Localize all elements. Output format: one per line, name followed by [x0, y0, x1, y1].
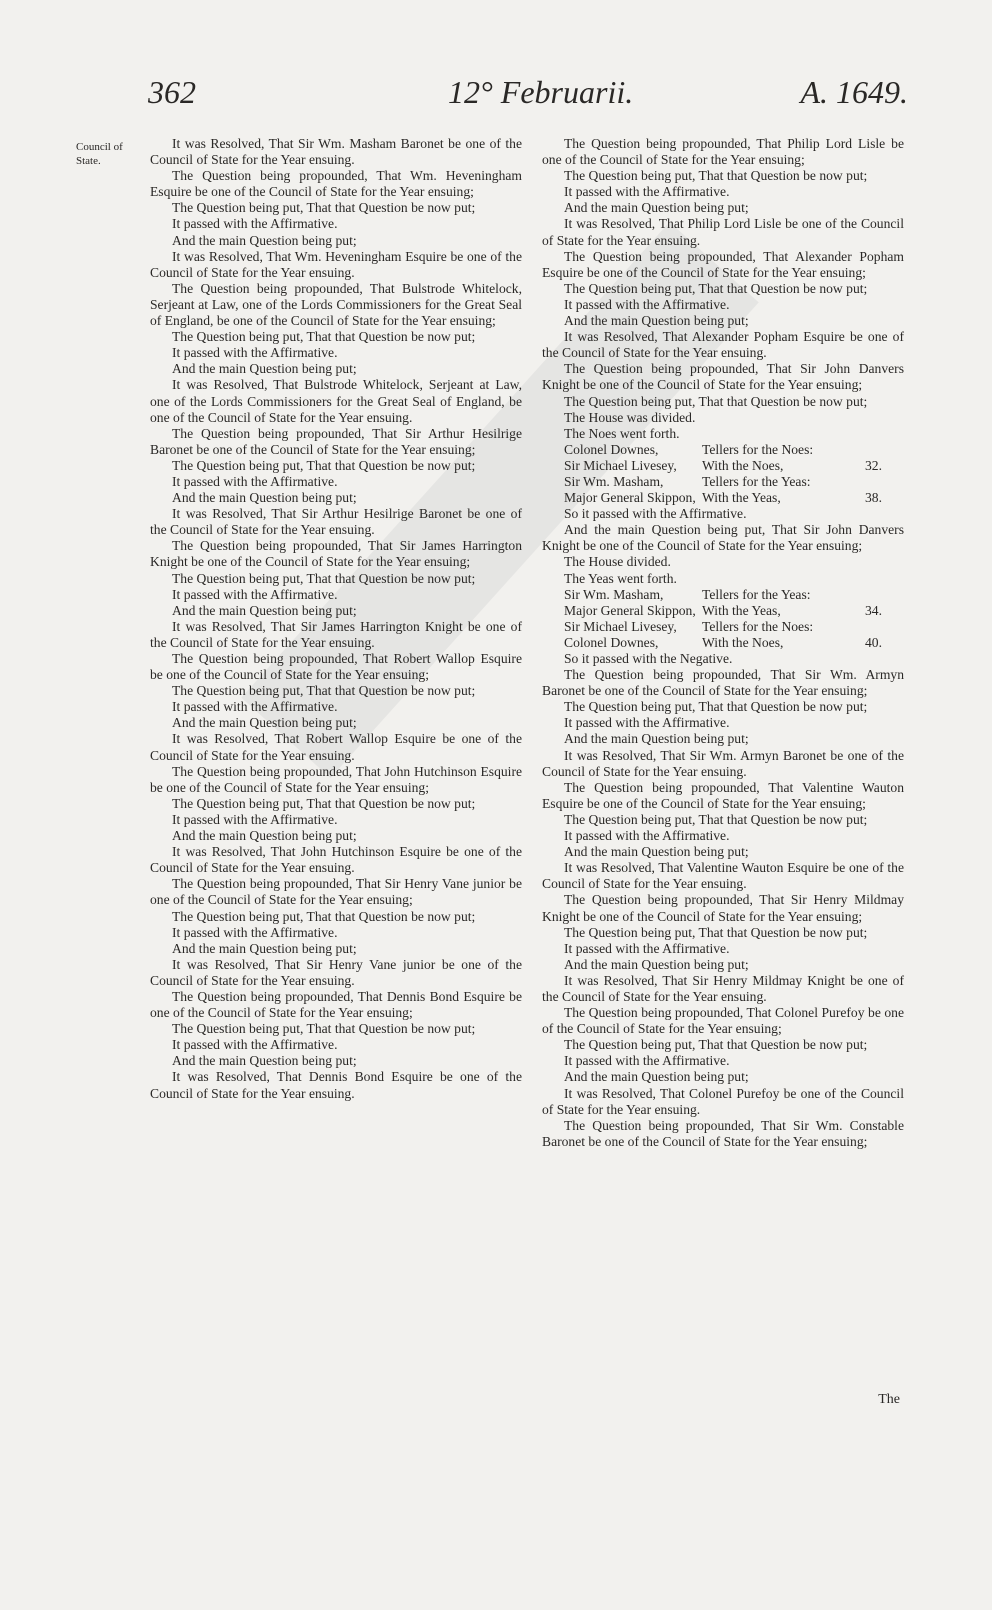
paragraph: It passed with the Affirmative. [172, 699, 338, 715]
paragraph: The Question being propounded, That Sir Henry Mildmay Knight be one of the Council of State for the Year ensuing; [542, 892, 904, 924]
teller-name: Major General Skippon, [564, 490, 696, 506]
paragraph: The Question being propounded, That Bulstrode Whitelock, Serjeant at Law, one of the Lords Commissioners for the Great Seal of England, be one of the Council of State for the Year ensuing; [150, 280, 522, 329]
teller-role: Tellers for the Yeas: [702, 473, 811, 489]
paragraph: It passed with the Affirmative. [172, 345, 338, 361]
teller-name: Sir Michael Livesey, [564, 457, 677, 473]
paragraph: And the main Question being put; [564, 956, 749, 972]
right-block-b [542, 506, 904, 586]
paragraph: It was Resolved, That Sir James Harrington Knight be one of the Council of State for the Year ensuing. [150, 618, 522, 650]
paragraph: The Question being put, That that Question be now put; [564, 168, 868, 184]
paragraph: And the main Question being put; [172, 602, 357, 618]
paragraph: The Question being propounded, That Sir James Harrington Knight be one of the Council of State for the Year ensuing; [150, 538, 522, 570]
paragraph: The Question being put, That that Question be now put; [172, 570, 476, 586]
division-tellers-1 [542, 442, 904, 506]
vote-count: 40. [865, 634, 882, 650]
paragraph: The Question being propounded, That Wm. Heveningham Esquire be one of the Council of State for the Year ensuing; [150, 168, 522, 200]
paragraph: It passed with the Affirmative. [564, 715, 730, 731]
paragraph: It passed with the Affirmative. [564, 184, 730, 200]
paragraph: The Question being put, That that Question be now put; [564, 699, 868, 715]
paragraph: It passed with the Affirmative. [172, 924, 338, 940]
teller-name: Sir Wm. Masham, [564, 586, 664, 602]
paragraph: The Question being put, That that Question be now put; [172, 795, 476, 811]
paragraph: The Question being propounded, That John Hutchinson Esquire be one of the Council of State for the Year ensuing; [150, 763, 522, 795]
paragraph: The Question being put, That that Question be now put; [564, 811, 868, 827]
paragraph: It passed with the Affirmative. [564, 1053, 730, 1069]
page-header [148, 74, 908, 124]
paragraph: The Question being propounded, That Sir Henry Vane junior be one of the Council of State for the Year ensuing; [150, 876, 522, 908]
paragraph: It passed with the Affirmative. [564, 940, 730, 956]
vote-count: 32. [865, 457, 882, 473]
teller-role: With the Yeas, [702, 490, 781, 506]
vote-count: 34. [865, 602, 882, 618]
division-tellers-2 [542, 587, 904, 651]
paragraph: It passed with the Affirmative. [172, 473, 338, 489]
paragraph: It passed with the Affirmative. [172, 811, 338, 827]
teller-row [542, 603, 904, 619]
paragraph: And the main Question being put; [564, 731, 749, 747]
paragraph: The Noes went forth. [564, 425, 680, 441]
page-number: 362 [148, 74, 196, 110]
paragraph: And the main Question being put; [172, 940, 357, 956]
paragraph: It was Resolved, That Sir Wm. Armyn Baronet be one of the Council of State for the Year ensuing. [542, 747, 904, 779]
teller-name: Major General Skippon, [564, 602, 696, 618]
paragraph: It passed with the Affirmative. [172, 1037, 338, 1053]
paragraph: The Question being put, That that Question be now put; [172, 457, 476, 473]
teller-row [542, 619, 904, 635]
paragraph: The Question being put, That that Question be now put; [172, 908, 476, 924]
teller-row [542, 490, 904, 506]
paragraph: It was Resolved, That Sir Henry Vane junior be one of the Council of State for the Year ensuing. [150, 956, 522, 988]
paragraph: And the main Question being put; [172, 490, 357, 506]
running-title: 12° Februarii. [448, 74, 634, 110]
paragraph: It passed with the Affirmative. [172, 586, 338, 602]
paragraph: And the main Question being put; [172, 715, 357, 731]
paragraph: The Question being propounded, That Philip Lord Lisle be one of the Council of State for the Year ensuing; [542, 136, 904, 168]
vote-count: 38. [865, 490, 882, 506]
paragraph: The Question being propounded, That Sir John Danvers Knight be one of the Council of State for the Year ensuing; [542, 361, 904, 393]
paragraph: The Question being propounded, That Colonel Purefoy be one of the Council of State for the Year ensuing; [542, 1005, 904, 1037]
catchword: The [878, 1392, 900, 1407]
paragraph: It was Resolved, That Alexander Popham Esquire be one of the Council of State for the Year ensuing. [542, 329, 904, 361]
paragraph: It was Resolved, That Colonel Purefoy be one of the Council of State for the Year ensuing. [542, 1085, 904, 1117]
paragraph: The Question being propounded, That Robert Wallop Esquire be one of the Council of State for the Year ensuing; [150, 651, 522, 683]
paragraph: It passed with the Affirmative. [172, 216, 338, 232]
teller-row [542, 635, 904, 651]
paragraph: It passed with the Affirmative. [564, 828, 730, 844]
paragraph: And the main Question being put; [172, 828, 357, 844]
margin-note: Council of State. [76, 141, 123, 167]
teller-name: Sir Wm. Masham, [564, 473, 664, 489]
paragraph: And the main Question being put; [564, 200, 749, 216]
paragraph: It was Resolved, That Dennis Bond Esquire be one of the Council of State for the Year ensuing. [150, 1069, 522, 1101]
paragraph: The Question being put, That that Question be now put; [172, 200, 476, 216]
paragraph: And the main Question being put; [172, 361, 357, 377]
teller-role: With the Yeas, [702, 602, 781, 618]
paragraph: The Question being propounded, That Alexander Popham Esquire be one of the Council of State for the Year ensuing; [542, 248, 904, 280]
teller-role: Tellers for the Noes: [702, 441, 814, 457]
running-year: A. 1649. [800, 74, 908, 110]
paragraph: It was Resolved, That Bulstrode Whitelock, Serjeant at Law, one of the Lords Commissioners for the Great Seal of England, be one of the Council of State for the Year ensuing. [150, 377, 522, 425]
teller-row [542, 587, 904, 603]
paragraph: The Question being propounded, That Valentine Wauton Esquire be one of the Council of State for the Year ensuing; [542, 779, 904, 811]
teller-name: Colonel Downes, [564, 441, 659, 457]
paragraph: The Question being propounded, That Sir Wm. Constable Baronet be one of the Council of State for the Year ensuing; [542, 1117, 904, 1149]
paragraph: The Yeas went forth. [564, 570, 677, 586]
teller-role: Tellers for the Yeas: [702, 586, 811, 602]
paragraph: It was Resolved, That Sir Wm. Masham Baronet be one of the Council of State for the Year ensuing. [150, 136, 522, 168]
paragraph: The House was divided. [564, 409, 696, 425]
paragraph: It was Resolved, That Valentine Wauton Esquire be one of the Council of State for the Year ensuing. [542, 860, 904, 892]
paragraph: So it passed with the Affirmative. [564, 506, 747, 522]
paragraph: It was Resolved, That John Hutchinson Esquire be one of the Council of State for the Year ensuing. [150, 844, 522, 876]
paragraph: It was Resolved, That Philip Lord Lisle be one of the Council of State for the Year ensuing. [542, 216, 904, 248]
teller-name: Sir Michael Livesey, [564, 618, 677, 634]
paragraph: The Question being propounded, That Dennis Bond Esquire be one of the Council of State for the Year ensuing; [150, 988, 522, 1021]
teller-role: With the Noes, [702, 457, 784, 473]
paragraph: And the main Question being put; [172, 232, 357, 248]
paragraph: The Question being put, That that Question be now put; [564, 393, 868, 409]
paragraph: The House divided. [564, 554, 671, 570]
teller-role: Tellers for the Noes: [702, 618, 814, 634]
paragraph: And the main Question being put; [564, 844, 749, 860]
paragraph: The Question being put, That that Question be now put; [172, 329, 476, 345]
teller-role: With the Noes, [702, 634, 784, 650]
paragraph: It passed with the Affirmative. [564, 296, 730, 312]
paragraph: So it passed with the Negative. [564, 651, 733, 666]
right-column [542, 136, 904, 1150]
paragraph: It was Resolved, That Robert Wallop Esquire be one of the Council of State for the Year ensuing. [150, 731, 522, 763]
teller-row [542, 458, 904, 474]
left-column [150, 136, 522, 1102]
teller-row [542, 442, 904, 458]
paragraph: The Question being put, That that Question be now put; [564, 924, 868, 940]
paragraph: It was Resolved, That Sir Arthur Hesilrige Baronet be one of the Council of State for the Year ensuing. [150, 506, 522, 538]
paragraph: The Question being propounded, That Sir Arthur Hesilrige Baronet be one of the Council of State for the Year ensuing; [150, 425, 522, 457]
teller-name: Colonel Downes, [564, 634, 659, 650]
teller-row [542, 474, 904, 490]
right-block-a [542, 136, 904, 442]
paragraph: And the main Question being put; [564, 313, 749, 329]
paragraph: It was Resolved, That Wm. Heveningham Esquire be one of the Council of State for the Year ensuing. [150, 248, 522, 280]
right-block-c [542, 651, 904, 1150]
paragraph: The Question being put, That that Question be now put; [172, 1021, 476, 1037]
paragraph: And the main Question being put, That Sir John Danvers Knight be one of the Council of State for the Year ensuing; [542, 522, 904, 554]
paragraph: The Question being put, That that Question be now put; [564, 280, 868, 296]
paragraph: The Question being put, That that Question be now put; [564, 1037, 868, 1053]
paragraph: The Question being put, That that Question be now put; [172, 683, 476, 699]
paragraph: The Question being propounded, That Sir Wm. Armyn Baronet be one of the Council of State for the Year ensuing; [542, 667, 904, 699]
paragraph: It was Resolved, That Sir Henry Mildmay Knight be one of the Council of State for the Year ensuing. [542, 972, 904, 1004]
paragraph: And the main Question being put; [564, 1069, 749, 1085]
paragraph: And the main Question being put; [172, 1053, 357, 1069]
